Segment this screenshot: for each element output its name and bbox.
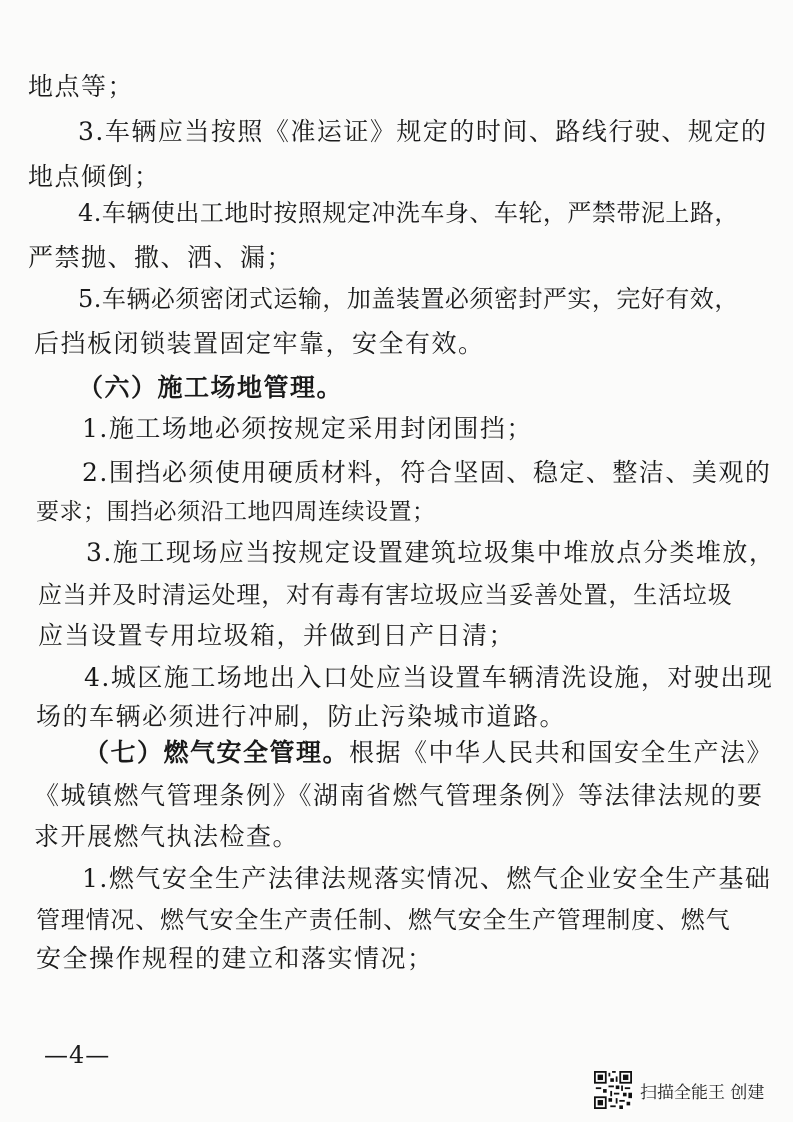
text-line-17-rest: 根据《中华人民共和国安全生产法》 bbox=[349, 738, 774, 767]
text-line-2: 3.车辆应当按照《准运证》规定的时间、路线行驶、规定的 bbox=[78, 117, 768, 146]
text-line-5: 严禁抛、撒、洒、漏； bbox=[28, 243, 294, 272]
section-heading-6: （六）施工场地管理。 bbox=[78, 373, 344, 402]
text-line-1: 地点等； bbox=[28, 72, 135, 101]
text-line-15: 4.城区施工场地出入口处应当设置车辆清洗设施，对驶出现 bbox=[84, 663, 774, 692]
text-line-9: 1.施工场地必须按规定采用封闭围挡； bbox=[82, 414, 533, 443]
text-line-6: 5.车辆必须密闭式运输，加盖装置必须密封严实，完好有效， bbox=[78, 285, 739, 313]
section-heading-7: （七）燃气安全管理。 bbox=[84, 738, 350, 767]
text-line-4: 4.车辆使出工地时按照规定冲洗车身、车轮，严禁带泥上路， bbox=[78, 199, 739, 227]
text-line-10: 2.围挡必须使用硬质材料，符合坚固、稳定、整洁、美观的 bbox=[82, 458, 772, 487]
text-line-13: 应当并及时清运处理，对有毒有害垃圾应当妥善处置，生活垃圾 bbox=[38, 581, 733, 609]
qr-code-icon bbox=[594, 1071, 632, 1109]
text-line-19: 求开展燃气执法检查。 bbox=[34, 822, 300, 851]
text-line-14: 应当设置专用垃圾箱，并做到日产日清； bbox=[38, 621, 516, 650]
text-line-7: 后挡板闭锁装置固定牢靠，安全有效。 bbox=[34, 329, 485, 358]
text-line-20: 1.燃气安全生产法律法规落实情况、燃气企业安全生产基础 bbox=[82, 864, 772, 893]
text-line-18: 《城镇燃气管理条例》《湖南省燃气管理条例》等法律法规的要 bbox=[34, 781, 764, 810]
watermark-text: 扫描全能王 创建 bbox=[640, 1082, 765, 1103]
text-line-16: 场的车辆必须进行冲刷，防止污染城市道路。 bbox=[36, 702, 567, 731]
page-number: —4— bbox=[44, 1041, 111, 1069]
text-line-22: 安全操作规程的建立和落实情况； bbox=[36, 944, 434, 973]
text-line-21: 管理情况、燃气安全生产责任制、燃气安全生产管理制度、燃气 bbox=[36, 906, 731, 934]
scanner-watermark bbox=[594, 1070, 764, 1110]
text-line-11: 要求；围挡必须沿工地四周连续设置； bbox=[36, 499, 436, 525]
text-line-12: 3.施工现场应当按规定设置建筑垃圾集中堆放点分类堆放， bbox=[86, 538, 776, 567]
text-line-3: 地点倾倒； bbox=[28, 162, 161, 191]
